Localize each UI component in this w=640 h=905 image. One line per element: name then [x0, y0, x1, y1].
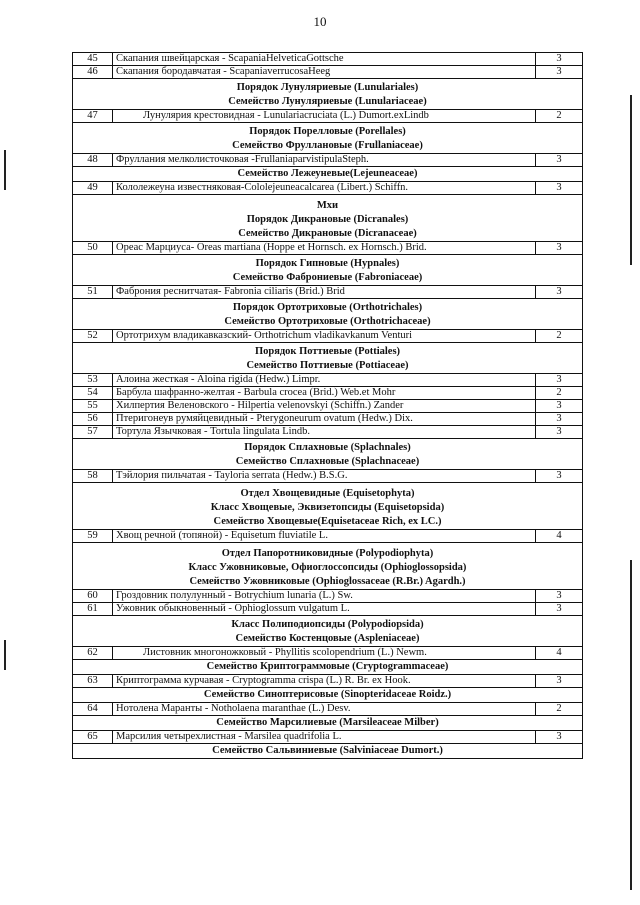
- taxon-header-line: Порядок Сплахновые (Splachnales): [244, 442, 411, 453]
- scan-edge-right: [630, 95, 632, 265]
- taxon-header-row: [73, 439, 583, 470]
- taxon-header-line: Мхи: [316, 200, 339, 211]
- species-name: Хилпертия Веленовского - Hilpertia velenovskyi (Schiffn.) Zander: [113, 400, 536, 413]
- species-number: 48: [73, 154, 113, 167]
- species-name: Тэйлория пильчатая - Tayloria serrata (Hedw.) B.S.G.: [113, 470, 536, 483]
- species-number: 54: [73, 387, 113, 400]
- taxon-header-line: Класс Полиподиопсиды (Polypodiopsida): [231, 619, 424, 630]
- scan-edge-right: [630, 560, 632, 890]
- species-name: Криптограмма курчавая - Cryptogramma crispa (L.) R. Br. ex Hook.: [113, 675, 536, 688]
- species-name: Фруллания мелколисточковая -FrullaniaparvistipulaSteph.: [113, 154, 536, 167]
- species-name: Лунулярия крестовидная - Lunulariacruciata (L.) Dumort.exLindb: [113, 110, 536, 123]
- rarity-category: 3: [536, 470, 583, 483]
- taxon-header-line: Класс Ужовниковые, Офиоглоссопсиды (Ophioglossopsida): [188, 562, 467, 573]
- taxon-header: [73, 255, 583, 286]
- rarity-category: 3: [536, 53, 583, 66]
- taxon-header-row: [73, 79, 583, 110]
- species-number: 49: [73, 182, 113, 195]
- species-number: 62: [73, 647, 113, 660]
- species-row: [73, 703, 583, 716]
- species-name: Кололежеуна известняковая-Cololejeuneacalcarea (Libert.) Schiffn.: [113, 182, 536, 195]
- rarity-category: 3: [536, 675, 583, 688]
- species-name: Марсилия четырехлистная - Marsilea quadrifolia L.: [113, 731, 536, 744]
- taxon-header-line: Семейство Дикрановые (Dicranaceae): [238, 228, 417, 239]
- species-number: 56: [73, 413, 113, 426]
- taxon-header: [73, 343, 583, 374]
- taxon-header-line: Семейство Ортотриховые (Orthotrichaceae): [224, 316, 431, 327]
- rarity-category: 2: [536, 330, 583, 343]
- taxon-header-line: Порядок Дикрановые (Dicranales): [246, 214, 409, 225]
- taxon-header-line: Порядок Порелловые (Porellales): [249, 126, 406, 137]
- rarity-category: 2: [536, 110, 583, 123]
- species-name: Тортула Язычковая - Tortula lingulata Lindb.: [113, 426, 536, 439]
- species-row: [73, 647, 583, 660]
- species-row: [73, 400, 583, 413]
- species-name: Хвощ речной (топяной) - Equisetum fluviatile L.: [113, 530, 536, 543]
- species-number: 61: [73, 603, 113, 616]
- species-row: [73, 110, 583, 123]
- species-row: [73, 603, 583, 616]
- species-name: Скапания бородавчатая - ScapaniaverrucosaHeeg: [113, 66, 536, 79]
- taxon-header-row: [73, 299, 583, 330]
- rarity-category: 3: [536, 286, 583, 299]
- species-name: Гроздовник полулунный - Botrychium lunaria (L.) Sw.: [113, 590, 536, 603]
- species-number: 57: [73, 426, 113, 439]
- rarity-category: 4: [536, 530, 583, 543]
- species-number: 58: [73, 470, 113, 483]
- taxon-header-row: [73, 616, 583, 647]
- rarity-category: 3: [536, 413, 583, 426]
- species-number: 45: [73, 53, 113, 66]
- scan-edge-left: [4, 150, 6, 190]
- species-number: 55: [73, 400, 113, 413]
- species-row: [73, 374, 583, 387]
- species-row: [73, 675, 583, 688]
- rarity-category: 3: [536, 66, 583, 79]
- species-name: Барбула шафранно-желтая - Barbula crocea (Brid.) Web.et Mohr: [113, 387, 536, 400]
- taxon-header: [73, 660, 583, 675]
- taxon-header: [73, 79, 583, 110]
- species-number: 65: [73, 731, 113, 744]
- scan-edge-left: [4, 640, 6, 670]
- species-name: Листовник многоножковый - Phyllitis scolopendrium (L.) Newm.: [113, 647, 536, 660]
- species-number: 47: [73, 110, 113, 123]
- rarity-category: 2: [536, 703, 583, 716]
- taxon-header-row: [73, 660, 583, 675]
- taxon-header: [73, 195, 583, 242]
- taxon-header-line: Порядок Лунуляриевые (Lunulariales): [236, 82, 419, 93]
- species-row: [73, 731, 583, 744]
- species-row: [73, 154, 583, 167]
- species-row: [73, 387, 583, 400]
- rarity-category: 3: [536, 154, 583, 167]
- species-number: 64: [73, 703, 113, 716]
- taxon-header: [73, 167, 583, 182]
- page-number: 10: [313, 14, 327, 29]
- rarity-category: 3: [536, 182, 583, 195]
- taxon-header: [73, 616, 583, 647]
- rarity-category: 3: [536, 374, 583, 387]
- species-row: [73, 66, 583, 79]
- species-row: [73, 286, 583, 299]
- rarity-category: 3: [536, 426, 583, 439]
- taxon-header-row: [73, 716, 583, 731]
- species-number: 53: [73, 374, 113, 387]
- taxon-header-line: Порядок Поттиевые (Pottiales): [254, 346, 401, 357]
- rarity-category: 3: [536, 603, 583, 616]
- taxon-header-row: [73, 343, 583, 374]
- taxon-header-line: Семейство Сальвиниевые (Salviniaceae Dumort.): [212, 745, 443, 756]
- species-number: 50: [73, 242, 113, 255]
- species-row: [73, 242, 583, 255]
- species-row: [73, 53, 583, 66]
- rarity-category: 2: [536, 387, 583, 400]
- species-row: [73, 590, 583, 603]
- taxon-header: [73, 543, 583, 590]
- species-row: [73, 530, 583, 543]
- rarity-category: 3: [536, 731, 583, 744]
- species-row: [73, 426, 583, 439]
- taxon-header: [73, 744, 583, 759]
- taxon-header-line: Семейство Марсилиевые (Marsileaceae Milber): [216, 717, 439, 728]
- species-row: [73, 413, 583, 426]
- taxon-header: [73, 123, 583, 154]
- species-name: Ортотрихум владикавказский- Orthotrichum vladikavkanum Venturi: [113, 330, 536, 343]
- rarity-category: 3: [536, 242, 583, 255]
- taxon-header-row: [73, 167, 583, 182]
- taxon-header-line: Порядок Ортотриховые (Orthotrichales): [232, 302, 423, 313]
- taxon-header-line: Семейство Лунуляриевые (Lunulariaceae): [228, 96, 427, 107]
- taxon-header-line: Порядок Гипновые (Hypnales): [255, 258, 400, 269]
- taxon-header-line: Семейство Костенцовые (Aspleniaceae): [235, 633, 420, 644]
- taxon-header-line: Семейство Фаброниевые (Fabroniaceae): [232, 272, 423, 283]
- species-table: [72, 52, 583, 759]
- species-number: 52: [73, 330, 113, 343]
- taxon-header-line: Семейство Сплахновые (Splachnaceae): [235, 456, 420, 467]
- taxon-header-line: Семейство Криптограммовые (Cryptogrammaceae): [206, 661, 449, 672]
- taxon-header-row: [73, 195, 583, 242]
- species-name: Ореас Марциуса- Oreas martiana (Hoppe et Hornsch. ex Hornsch.) Brid.: [113, 242, 536, 255]
- species-name: Птеригонеув румяйцевидный - Pterygoneurum ovatum (Hedw.) Dix.: [113, 413, 536, 426]
- taxon-header: [73, 716, 583, 731]
- rarity-category: 3: [536, 400, 583, 413]
- species-name: Нотолена Маранты - Notholaena maranthae (L.) Desv.: [113, 703, 536, 716]
- taxon-header-row: [73, 255, 583, 286]
- taxon-header-row: [73, 483, 583, 530]
- taxon-header: [73, 299, 583, 330]
- species-name: Фаброния реснитчатая- Fabronia ciliaris (Brid.) Brid: [113, 286, 536, 299]
- species-number: 60: [73, 590, 113, 603]
- taxon-header-line: Семейство Синоптерисовые (Sinopteridaceae Roidz.): [203, 689, 452, 700]
- species-name: Ужовник обыкновенный - Ophioglossum vulgatum L.: [113, 603, 536, 616]
- taxon-header-line: Семейство Ужовниковые (Ophioglossaceae (R.Br.) Agardh.): [189, 576, 466, 587]
- taxon-header-line: Семейство Поттиевые (Pottiaceae): [246, 360, 409, 371]
- taxon-header-row: [73, 543, 583, 590]
- rarity-category: 3: [536, 590, 583, 603]
- species-name: Скапания швейцарская - ScapaniaHelveticaGottsche: [113, 53, 536, 66]
- species-name: Алоина жесткая - Aloina rigida (Hedw.) Limpr.: [113, 374, 536, 387]
- species-number: 46: [73, 66, 113, 79]
- species-row: [73, 182, 583, 195]
- taxon-header-row: [73, 688, 583, 703]
- species-row: [73, 470, 583, 483]
- species-number: 59: [73, 530, 113, 543]
- taxon-header: [73, 439, 583, 470]
- taxon-header: [73, 483, 583, 530]
- taxon-header-line: Семейство Лежеуневые(Lejeuneaceae): [237, 168, 418, 179]
- taxon-header-line: Класс Хвощевые, Эквизетопсиды (Equisetopsida): [210, 502, 445, 513]
- species-row: [73, 330, 583, 343]
- taxon-header-line: Отдел Хвощевидные (Equisetophyta): [240, 488, 415, 499]
- taxon-header-line: Семейство Фруллановые (Frullaniaceae): [232, 140, 423, 151]
- taxon-header-line: Семейство Хвощевые(Equisetaceae Rich, ex LC.): [213, 516, 442, 527]
- species-number: 51: [73, 286, 113, 299]
- rarity-category: 4: [536, 647, 583, 660]
- species-number: 63: [73, 675, 113, 688]
- taxon-header-row: [73, 123, 583, 154]
- species-table-body: [73, 53, 583, 759]
- taxon-header: [73, 688, 583, 703]
- taxon-header-row: [73, 744, 583, 759]
- taxon-header-line: Отдел Папоротниковидные (Polypodiophyta): [221, 548, 434, 559]
